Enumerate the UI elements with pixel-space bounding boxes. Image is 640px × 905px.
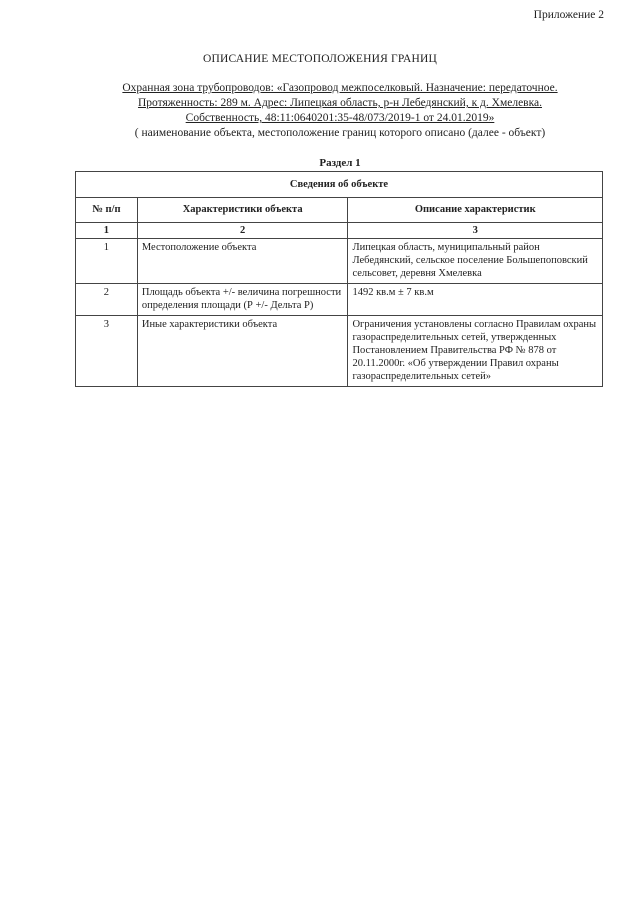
column-number-1: 1	[76, 223, 138, 239]
row-characteristic: Местоположение объекта	[137, 239, 348, 284]
table-row	[76, 284, 603, 316]
row-description: Липецкая область, муниципальный район Лебедянский, сельское поселение Большепоповский сельсовет, деревня Хмелевка	[348, 239, 603, 284]
section-label: Раздел 1	[319, 157, 361, 169]
row-description: 1492 кв.м ± 7 кв.м	[348, 284, 603, 316]
row-num: 3	[76, 316, 138, 387]
appendix-label: Приложение 2	[533, 9, 604, 21]
header-description: Описание характеристик	[348, 198, 603, 223]
object-description	[70, 81, 610, 141]
document-title: ОПИСАНИЕ МЕСТОПОЛОЖЕНИЯ ГРАНИЦ	[202, 53, 438, 65]
row-description: Ограничения установлены согласно Правилам охраны газораспределительных сетей, утвержденных Постановлением Правительства РФ № 878 от 20.11.2000г. «Об утверждении Правил охраны газораспределительных сетей»	[348, 316, 603, 387]
table-column-numbers-row	[76, 223, 603, 239]
column-number-2: 2	[137, 223, 348, 239]
object-info-table	[75, 171, 603, 387]
object-caption: ( наименование объекта, местоположение границ которого описано (далее - объект)	[134, 127, 546, 139]
table-header-row	[76, 198, 603, 223]
table-row	[76, 316, 603, 387]
table-caption-row	[76, 172, 603, 198]
row-num: 2	[76, 284, 138, 316]
object-line-1: Охранная зона трубопроводов: «Газопровод межпоселковый. Назначение: передаточное.	[122, 82, 558, 94]
object-line-3: Собственность, 48:11:0640201:35-48/073/2019-1 от 24.01.2019»	[185, 112, 495, 124]
row-characteristic: Иные характеристики объекта	[137, 316, 348, 387]
table-caption: Сведения об объекте	[76, 172, 603, 198]
row-num: 1	[76, 239, 138, 284]
row-characteristic: Площадь объекта +/- величина погрешности определения площади (Р +/- Дельта Р)	[137, 284, 348, 316]
column-number-3: 3	[348, 223, 603, 239]
object-line-2: Протяженность: 289 м. Адрес: Липецкая область, р-н Лебедянский, к д. Хмелевка.	[137, 97, 542, 109]
header-num: № п/п	[76, 198, 138, 223]
table-row	[76, 239, 603, 284]
header-characteristic: Характеристики объекта	[137, 198, 348, 223]
